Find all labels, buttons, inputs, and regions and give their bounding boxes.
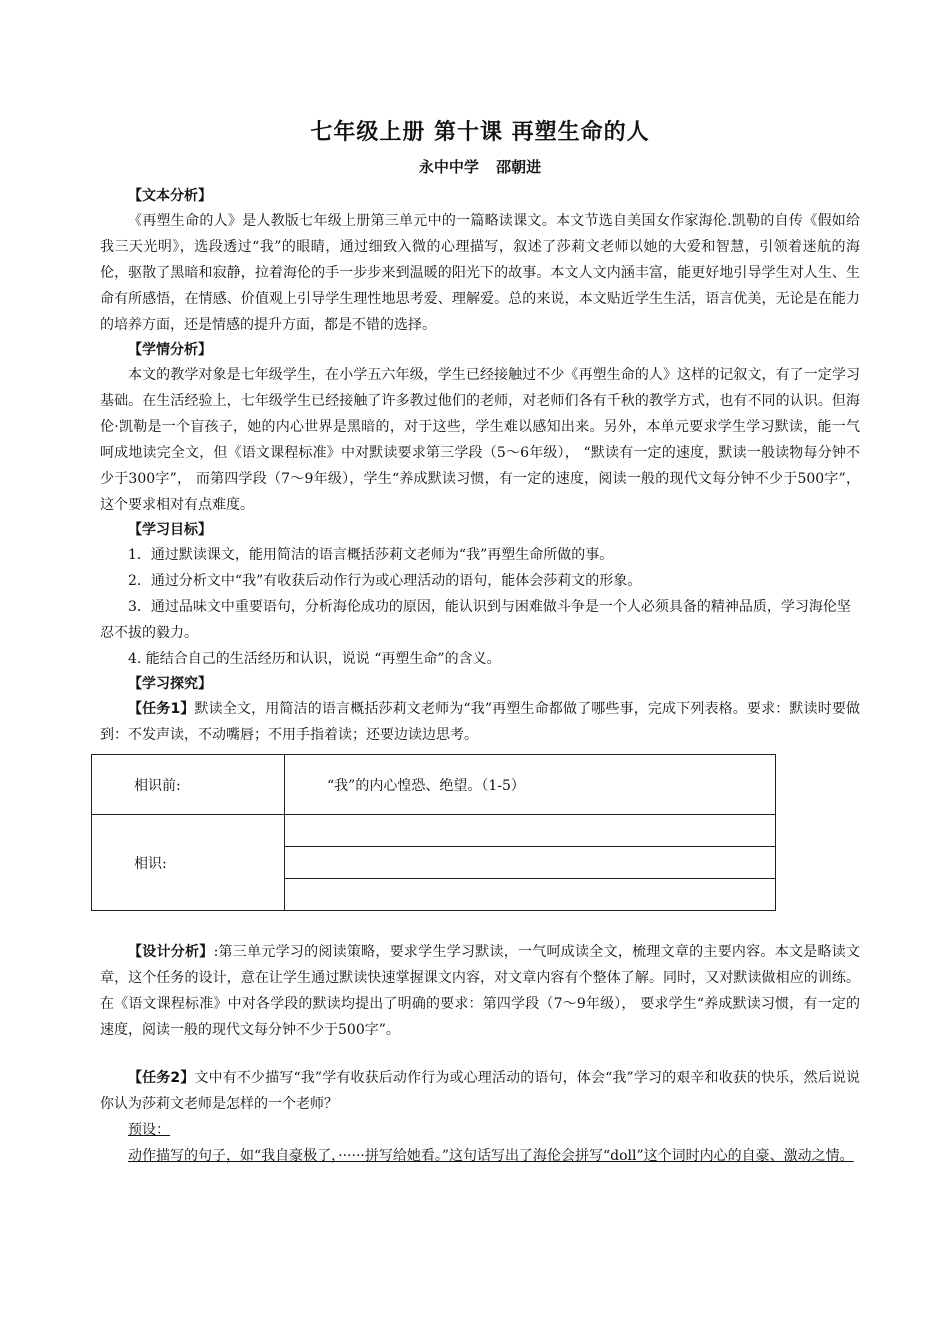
text-analysis-body: 《再塑生命的人》是人教版七年级上册第三单元中的一篇略读课文。本文节选自美国女作家海伦.凯勒的自传《假如给我三天光明》，选段透过“我”的眼睛，通过细致入微的心理描写，叙述了莎莉文老师以她的大爱和智慧，引领着迷航的海伦，驱散了黑暗和寂静，拉着海伦的手一步步来到温暖的阳光下的故事。本文人文内涵丰富，能更好地引导学生对人生、生命有所感悟，在情感、价值观上引导学生理性地思考爱、理解爱。总的来说，本文贴近学生生活，语言优美，无论是在能力的培养方面，还是情感的提升方面，都是不错的选择。 [100, 213, 860, 333]
task2-label: 【任务2】 [128, 1070, 195, 1086]
objective-item-3: 3．通过品味文中重要语句，分析海伦成功的原因，能认识到与困难做斗争是一个人必须具备的精神品质，学习海伦坚忍不拔的毅力。 [100, 599, 851, 641]
author-line: 永中中学 邵朝进 [418, 158, 542, 176]
student-analysis-heading: 【学情分析】 [128, 342, 212, 358]
design-analysis-paragraph [100, 939, 860, 1043]
table-row-content-before: “我”的内心惶恐、绝望。（1-5） [285, 755, 776, 815]
table-row-label-before: 相识前: [92, 755, 285, 815]
task2-paragraph [100, 1065, 860, 1117]
objective-item-2: 2．通过分析文中“我”有收获后动作行为或心理活动的语句，能体会莎莉文的形象。 [128, 573, 642, 589]
table-blank-cell-3[interactable] [285, 879, 776, 911]
spacer [100, 1043, 860, 1065]
preset-answer: 动作描写的句子，如“我自豪极了，······拼写给她看。”这句话写出了海伦会拼写“doll”这个词时内心的自豪、激动之情。 [128, 1148, 854, 1164]
document-title: 七年级上册 第十课 再塑生命的人 [310, 120, 650, 145]
table-blank-cell-2[interactable] [285, 847, 776, 879]
summary-table [91, 754, 776, 911]
preset-label: 预设： [128, 1122, 170, 1138]
design-analysis-label: 【设计分析】 [128, 944, 214, 960]
preset-paragraph [100, 1117, 860, 1143]
student-analysis-body: 本文的教学对象是七年级学生，在小学五六年级，学生已经接触过不少《再塑生命的人》这样的记叙文，有了一定学习基础。在生活经验上，七年级学生已经接触了许多教过他们的老师，对老师们各有千秋的教学方式，也有不同的认识。但海伦·凯勒是一个盲孩子，她的内心世界是黑暗的，对于这些，学生难以感知出来。另外，本单元要求学生学习默读，能一气呵成地读完全文，但《语文课程标准》中对默读要求第三学段（5～6年级）， “默读有一定的速度，默读一般读物每分钟不少于300字”， 而第四学段（7～9年级），学生“养成默读习惯，有一定的速度，阅读一般的现代文每分钟不少于500字”，这个要求相对有点难度。 [100, 367, 860, 513]
objective-item-1: 1．通过默读课文，能用简洁的语言概括莎莉文老师为“我”再塑生命所做的事。 [128, 547, 614, 563]
design-analysis-text: :第三单元学习的阅读策略，要求学生学习默读，一气呵成读全文，梳理文章的主要内容。本文是略读文章，这个任务的设计，意在让学生通过默读快速掌握课文内容，对文章内容有个整体了解。同时，又对默读做相应的训练。在《语文课程标准》中对各学段的默读均提出了明确的要求：第四学段（7～9年级）， 要求学生“养成默读习惯，有一定的速度，阅读一般的现代文每分钟不少于500字”。 [100, 944, 860, 1038]
table-row-label-meet: 相识: [92, 815, 285, 911]
task2-text: 文中有不少描写“我”学有收获后动作行为或心理活动的语句，体会“我”学习的艰辛和收获的快乐，然后说说你认为莎莉文老师是怎样的一个老师？ [100, 1070, 860, 1112]
task1-label: 【任务1】 [128, 701, 195, 717]
text-analysis-heading: 【文本分析】 [128, 188, 212, 204]
preset-answer-paragraph [100, 1143, 860, 1169]
table-blank-cell-1[interactable] [285, 815, 776, 847]
task1-text: 默读全文，用简洁的语言概括莎莉文老师为“我”再塑生命都做了哪些事，完成下列表格。要求：默读时要做到：不发声读，不动嘴唇；不用手指着读；还要边读边思考。 [100, 701, 861, 743]
inquiry-heading: 【学习探究】 [128, 676, 212, 692]
task1-paragraph [100, 696, 860, 748]
document-page [100, 118, 860, 1169]
objectives-heading: 【学习目标】 [128, 522, 212, 538]
objective-item-4: 4. 能结合自己的生活经历和认识，说说 “再塑生命”的含义。 [128, 651, 501, 667]
